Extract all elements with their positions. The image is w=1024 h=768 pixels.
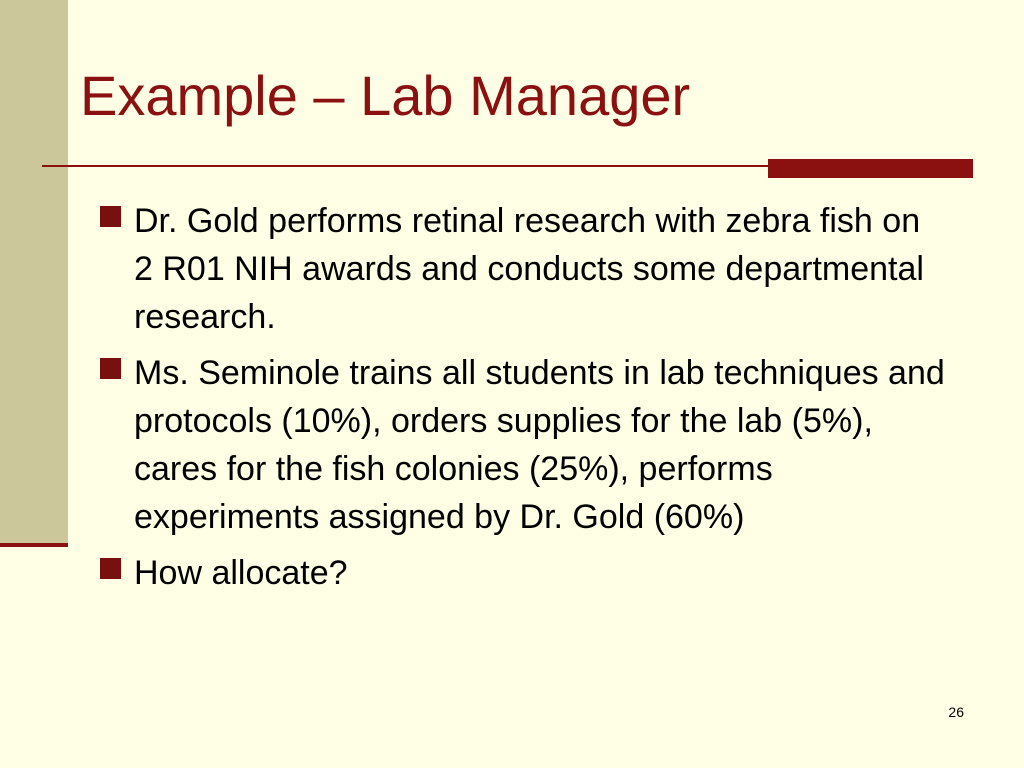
slide-number: 26 bbox=[948, 704, 964, 720]
square-bullet-icon bbox=[100, 558, 121, 579]
bullet-item-gold bbox=[96, 197, 946, 341]
bullet-list bbox=[96, 197, 946, 605]
bullet-item-question bbox=[96, 549, 946, 597]
title-divider-bar bbox=[768, 159, 973, 178]
square-bullet-icon bbox=[100, 358, 121, 379]
bullet-text: Dr. Gold performs retinal research with zebra fish on 2 R01 NIH awards and conducts some departmental research. bbox=[134, 202, 924, 336]
left-decorative-band bbox=[0, 0, 68, 545]
title-divider-line bbox=[42, 165, 772, 167]
left-band-rule bbox=[0, 543, 68, 547]
square-bullet-icon bbox=[100, 206, 121, 227]
bullet-text: Ms. Seminole trains all students in lab techniques and protocols (10%), orders supplies for the lab (5%), cares for the fish colonies (25%), performs experiments assigned by Dr. Gold (60%) bbox=[134, 354, 945, 536]
bullet-text: How allocate? bbox=[134, 554, 348, 592]
slide-title: Example – Lab Manager bbox=[80, 64, 691, 127]
bullet-item-seminole bbox=[96, 349, 946, 541]
